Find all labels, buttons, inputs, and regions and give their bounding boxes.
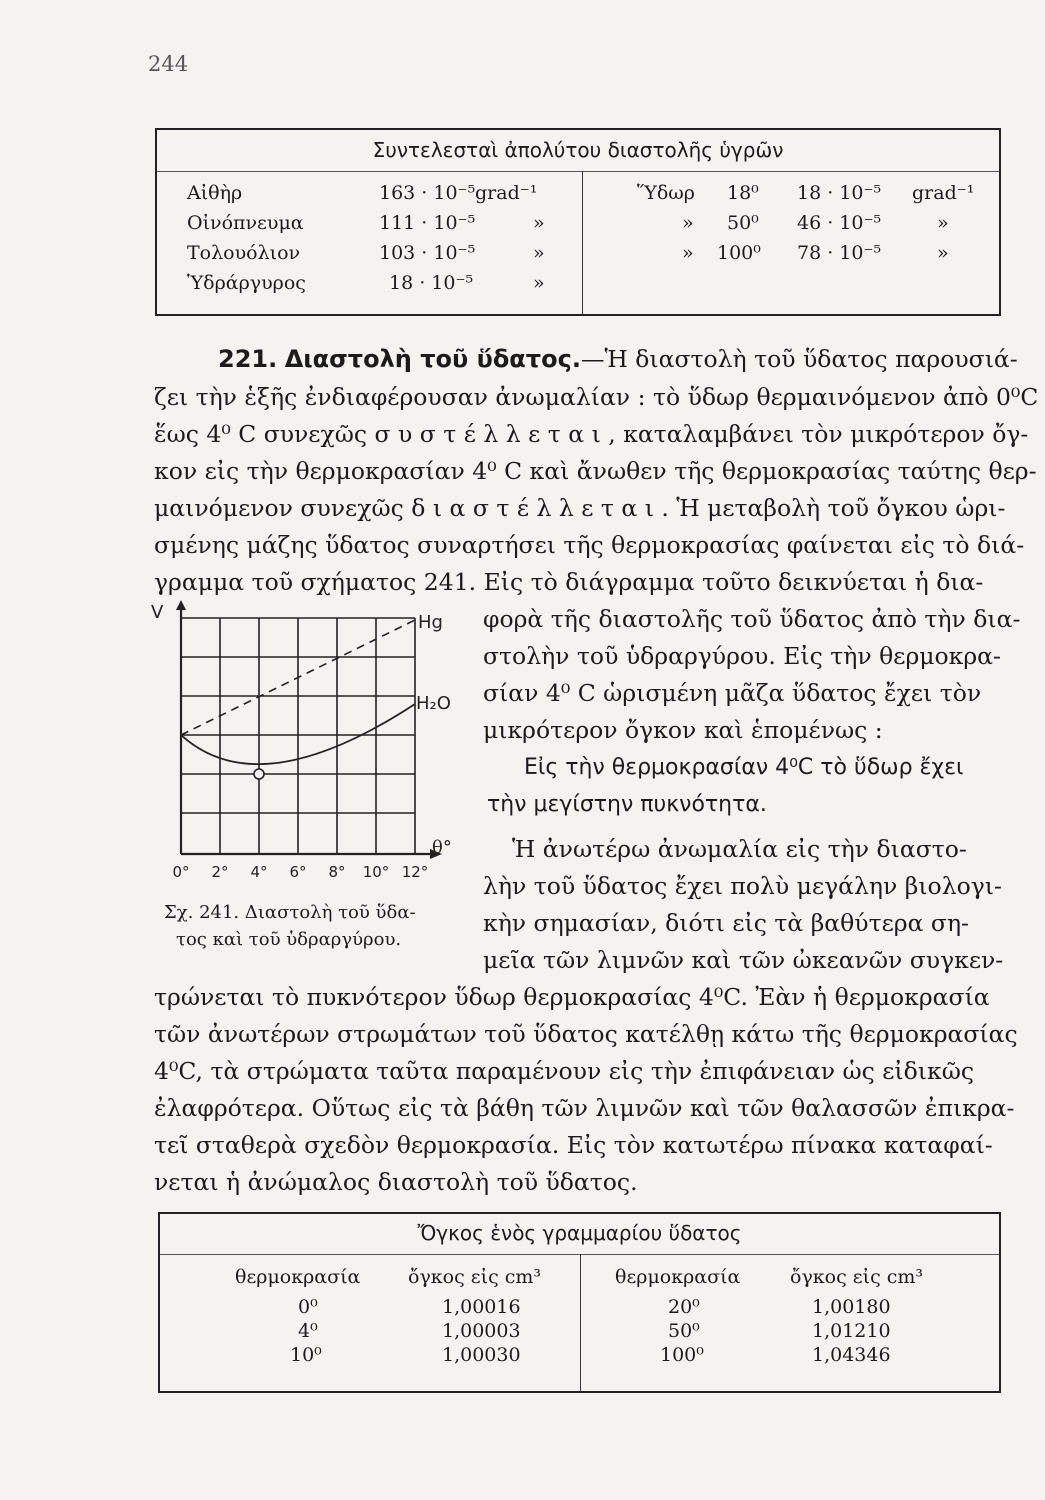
table-cell: 18⁰ bbox=[727, 182, 759, 204]
table-title: Συντελεσταὶ ἀπολύτου διαστολῆς ὑγρῶν bbox=[372, 138, 784, 162]
column-header: θερμοκρασία bbox=[615, 1266, 741, 1288]
tick-label: 6° bbox=[289, 863, 307, 881]
table-cell: Οἰνόπνευμα bbox=[187, 212, 304, 234]
expansion-coefficients-table bbox=[155, 128, 1001, 316]
text-line: 4⁰C, τὰ στρώματα ταῦτα παραμένουν εἰς τὴν ἐπιφάνειαν ὡς εἰδικῶς bbox=[154, 1057, 975, 1085]
figure-caption: Σχ. 241. Διαστολὴ τοῦ ὕδα- bbox=[164, 902, 416, 923]
table-cell: 50⁰ bbox=[727, 212, 759, 234]
text-line: ζει τὴν ἑξῆς ἐνδιαφέρουσαν ἀνωμαλίαν : τὸ ὕδωρ θερμαινόμενον ἀπὸ 0⁰C bbox=[154, 383, 1039, 411]
table-cell: grad⁻¹ bbox=[475, 182, 538, 204]
table-cell: 103 · 10⁻⁵ bbox=[379, 242, 476, 264]
table-cell: 1,00180 bbox=[812, 1296, 891, 1318]
table-cell: 100⁰ bbox=[717, 242, 761, 264]
text-line: φορὰ τῆς διαστολῆς τοῦ ὕδατος ἀπὸ τὴν δια- bbox=[483, 605, 1021, 633]
expansion-diagram bbox=[150, 598, 470, 888]
tick-label: 0° bbox=[172, 863, 190, 881]
section-heading-line bbox=[218, 345, 1018, 373]
text-line: ἕως 4⁰ C συνεχῶς σ υ σ τ έ λ λ ε τ α ι , καταλαμβάνει τὸν μικρότερον ὄγ- bbox=[154, 420, 1029, 448]
table-cell: » bbox=[533, 242, 545, 264]
table-cell: 46 · 10⁻⁵ bbox=[797, 212, 882, 234]
x-axis-label: θ° bbox=[432, 837, 452, 858]
table-cell: Τολουόλιον bbox=[187, 242, 301, 264]
tick-label: 12° bbox=[401, 863, 429, 881]
text-line: νεται ἡ ἀνώμαλος διαστολὴ τοῦ ὕδατος. bbox=[154, 1168, 638, 1196]
table-cell: » bbox=[937, 242, 949, 264]
page-number: 244 bbox=[148, 52, 189, 76]
emphasis-line: Εἰς τὴν θερμοκρασίαν 4⁰C τὸ ὕδωρ ἔχει bbox=[524, 755, 964, 780]
section-number: 221. bbox=[218, 345, 278, 373]
figure-caption: τος καὶ τοῦ ὑδραργύρου. bbox=[176, 929, 402, 950]
table-cell: 111 · 10⁻⁵ bbox=[379, 212, 476, 234]
table-cell: grad⁻¹ bbox=[912, 182, 975, 204]
text-line: μαινόμενον συνεχῶς δ ι α σ τ έ λ λ ε τ α ι . Ἡ μεταβολὴ τοῦ ὄγκου ὡρι- bbox=[154, 494, 1006, 522]
table-cell: 1,00030 bbox=[442, 1344, 521, 1366]
diagram-grid bbox=[181, 606, 435, 854]
table-cell: » bbox=[533, 212, 545, 234]
text-line: τῶν ἀνωτέρων στρωμάτων τοῦ ὕδατος κατέλθῃ κάτω τῆς θερμοκρασίας bbox=[154, 1020, 1018, 1048]
table-cell: 18 · 10⁻⁵ bbox=[389, 272, 474, 294]
table-cell: 1,00003 bbox=[442, 1320, 521, 1342]
table-cell: 100⁰ bbox=[660, 1344, 704, 1366]
table-title: Ὄγκος ἑνὸς γραμμαρίου ὕδατος bbox=[417, 1221, 742, 1245]
table-cell: 1,04346 bbox=[812, 1344, 891, 1366]
table-cell: » bbox=[533, 272, 545, 294]
text-line: γραμμα τοῦ σχήματος 241. Εἰς τὸ διάγραμμα τοῦτο δεικνύεται ἡ δια- bbox=[154, 568, 984, 596]
table-cell: 163 · 10⁻⁵ bbox=[379, 182, 476, 204]
text-line: Ἡ ἀνωτέρω ἀνωμαλία εἰς τὴν διαστο- bbox=[512, 835, 967, 863]
text-line: —Ἡ διαστολὴ τοῦ ὕδατος παρουσιά- bbox=[580, 345, 1018, 373]
table-cell: 1,00016 bbox=[442, 1296, 521, 1318]
text-line: κον εἰς τὴν θερμοκρασίαν 4⁰ C καὶ ἄνωθεν τῆς θερμοκρασίας ταύτης θερ- bbox=[154, 457, 1037, 485]
table-cell: » bbox=[682, 242, 694, 264]
emphasis-line: τὴν μεγίστην πυκνότητα. bbox=[487, 792, 767, 817]
table-cell: 78 · 10⁻⁵ bbox=[797, 242, 882, 264]
text-line: ἐλαφρότερα. Οὕτως εἰς τὰ βάθη τῶν λιμνῶν καὶ τῶν θαλασσῶν ἐπικρα- bbox=[154, 1094, 1015, 1122]
hg-label: Hg bbox=[418, 612, 443, 633]
section-title: Διαστολὴ τοῦ ὕδατος. bbox=[284, 345, 581, 373]
text-line: στολὴν τοῦ ὑδραργύρου. Εἰς τὴν θερμοκρα- bbox=[483, 642, 1001, 670]
y-axis-arrow bbox=[176, 600, 186, 610]
table-cell: 10⁰ bbox=[290, 1344, 322, 1366]
tick-label: 10° bbox=[362, 863, 390, 881]
text-line: σίαν 4⁰ C ὡρισμένη μᾶζα ὕδατος ἔχει τὸν bbox=[483, 679, 982, 707]
text-line: κὴν σημασίαν, διότι εἰς τὰ βαθύτερα ση- bbox=[483, 909, 969, 937]
table-cell: 0⁰ bbox=[298, 1296, 318, 1318]
column-divider bbox=[580, 1254, 581, 1391]
text-line: μεῖα τῶν λιμνῶν καὶ τῶν ὠκεανῶν συγκεν- bbox=[483, 946, 1004, 974]
table-cell: » bbox=[682, 212, 694, 234]
table-cell: 20⁰ bbox=[668, 1296, 700, 1318]
table-cell: » bbox=[937, 212, 949, 234]
column-divider bbox=[582, 171, 583, 314]
text-line: τρώνεται τὸ πυκνότερον ὕδωρ θερμοκρασίας 4⁰C. Ἐὰν ἡ θερμοκρασία bbox=[154, 983, 990, 1011]
text-line: λὴν τοῦ ὕδατος ἔχει πολὺ μεγάλην βιολογι- bbox=[483, 872, 1002, 900]
tick-label: 4° bbox=[250, 863, 268, 881]
text-line: σμένης μάζης ὕδατος συναρτήσει τῆς θερμοκρασίας φαίνεται εἰς τὸ διά- bbox=[154, 531, 1025, 559]
y-axis-label: V bbox=[151, 602, 164, 623]
text-line: τεῖ σταθερὰ σχεδὸν θερμοκρασία. Εἰς τὸν κατωτέρω πίνακα καταφαί- bbox=[154, 1131, 993, 1159]
table-cell: 50⁰ bbox=[668, 1320, 700, 1342]
text-line: μικρότερον ὄγκον καὶ ἑπομένως : bbox=[483, 716, 883, 744]
h2o-label: H₂O bbox=[416, 693, 451, 714]
table-cell: 18 · 10⁻⁵ bbox=[797, 182, 882, 204]
table-cell: 4⁰ bbox=[298, 1320, 318, 1342]
table-cell: Ὑδράργυρος bbox=[187, 272, 306, 294]
table-cell: Ὕδωρ bbox=[637, 182, 695, 204]
table-cell: 1,01210 bbox=[812, 1320, 891, 1342]
column-header: θερμοκρασία bbox=[235, 1266, 361, 1288]
column-header: ὄγκος εἰς cm³ bbox=[790, 1266, 924, 1288]
column-header: ὄγκος εἰς cm³ bbox=[408, 1266, 542, 1288]
minimum-point bbox=[254, 769, 264, 779]
tick-label: 8° bbox=[328, 863, 346, 881]
water-volume-table bbox=[158, 1212, 1001, 1393]
table-cell: Αἰθὴρ bbox=[187, 182, 243, 204]
tick-label: 2° bbox=[211, 863, 229, 881]
divider bbox=[157, 171, 999, 172]
